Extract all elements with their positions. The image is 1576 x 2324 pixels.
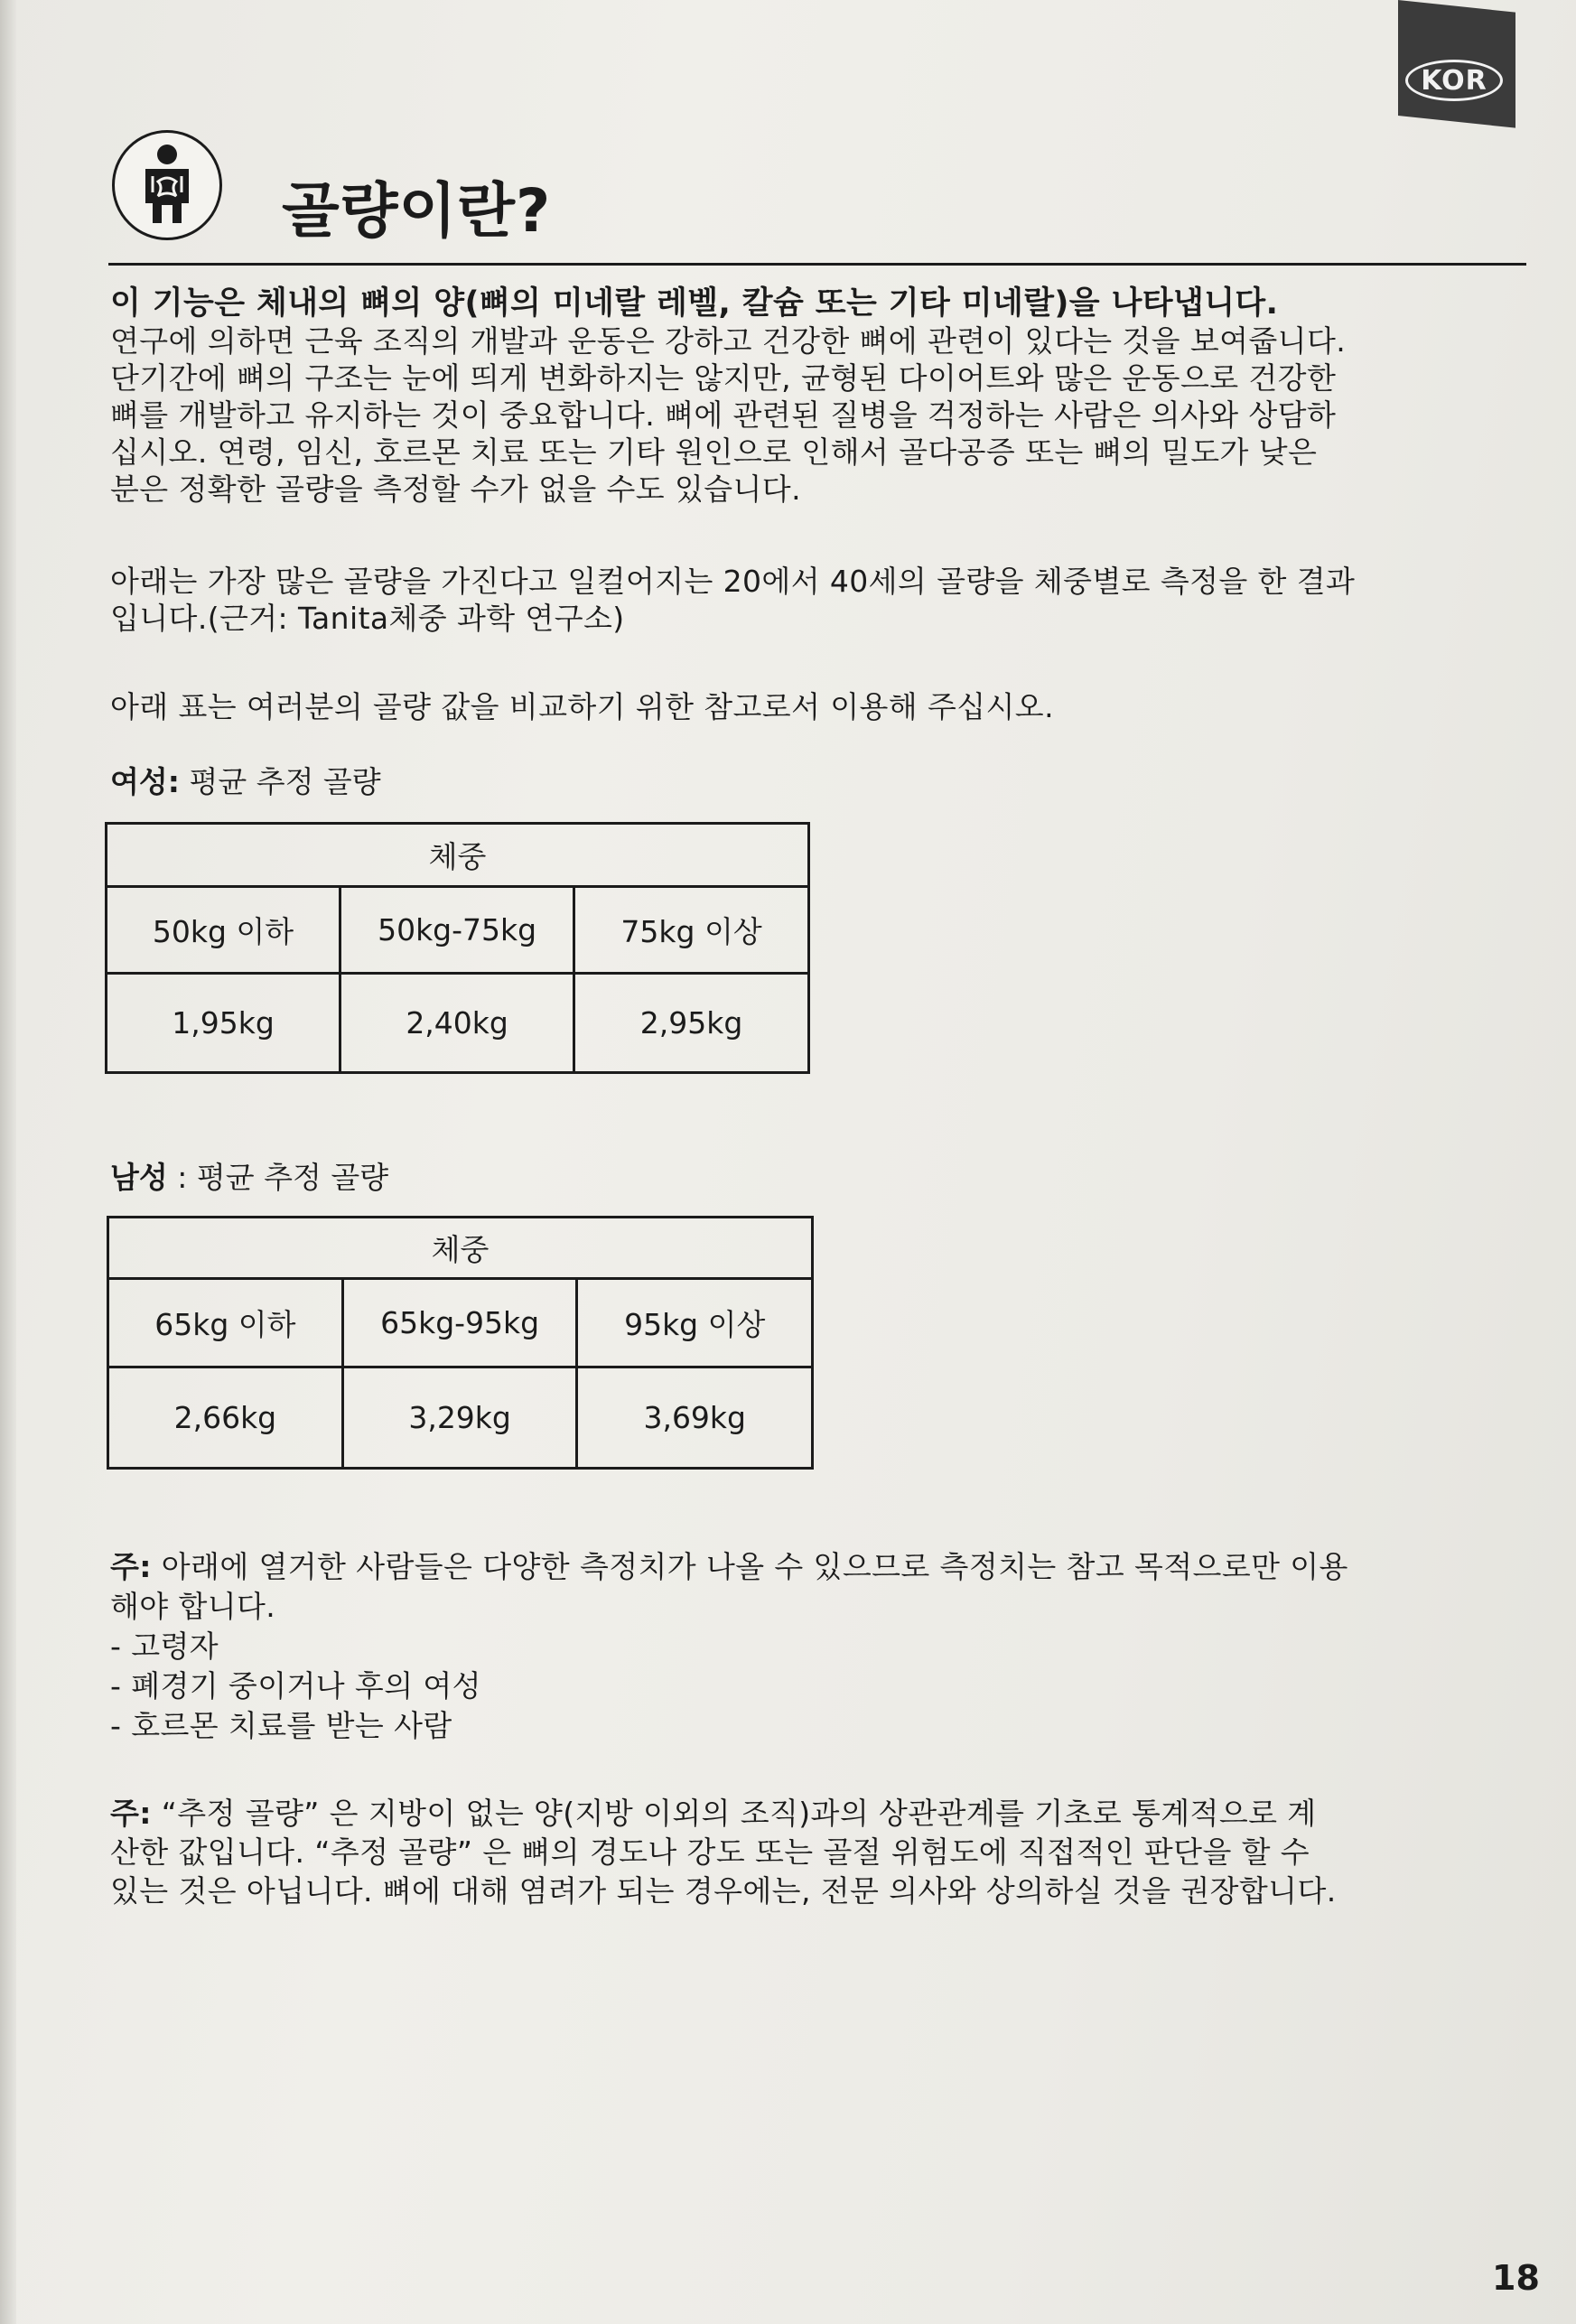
female-weight-range: 50kg-75kg <box>340 887 574 974</box>
note-line: 있는 것은 아닙니다. 뼈에 대해 염려가 되는 경우에는, 전문 의사와 상의하실 것을 권장합니다. <box>110 1873 1337 1909</box>
study-line: 아래는 가장 많은 골량을 가진다고 일컬어지는 20에서 40세의 골량을 체중별로 측정을 한 결과 <box>110 564 1356 599</box>
male-bone-value: 3,69kg <box>577 1367 813 1469</box>
page-title: 골량이란? <box>282 176 552 246</box>
note-line: 해야 합니다. <box>110 1589 276 1624</box>
male-weight-range: 95kg 이상 <box>577 1279 813 1367</box>
male-table-label <box>110 1154 388 1197</box>
female-bone-value: 2,40kg <box>340 974 574 1073</box>
note-line: 산한 값입니다. “추정 골량” 은 뼈의 경도나 강도 또는 골절 위험도에 직접적인 판단을 할 수 <box>110 1834 1310 1870</box>
female-label: 여성: <box>110 764 180 799</box>
note-estimate <box>110 1794 1526 1910</box>
female-bone-value: 2,95kg <box>574 974 809 1073</box>
female-caption: 평균 추정 골량 <box>179 764 381 799</box>
note-list-item: - 호르몬 치료를 받는 사람 <box>110 1708 452 1743</box>
intro-line: 뼈를 개발하고 유지하는 것이 중요합니다. 뼈에 관련된 질병을 걱정하는 사람은 의사와 상담하 <box>110 397 1337 433</box>
intro-line: 분은 정확한 골량을 측정할 수가 없을 수도 있습니다. <box>110 471 801 507</box>
bone-body-icon-graphic <box>115 133 219 238</box>
note-line: 아래에 열거한 사람들은 다양한 측정치가 나올 수 있으므로 측정치는 참고 목적으로만 이용 <box>151 1549 1348 1584</box>
intro-paragraph <box>110 285 1526 508</box>
language-badge: KOR <box>1405 60 1503 101</box>
female-table-label <box>110 759 381 801</box>
male-table-header: 체중 <box>108 1218 813 1279</box>
intro-line: 연구에 의하면 근육 조직의 개발과 운동은 강하고 건강한 뼈에 관련이 있다는 것을 보여줍니다. <box>110 323 1347 359</box>
study-paragraph <box>110 563 1526 637</box>
bone-body-icon <box>112 130 222 240</box>
female-bone-value: 1,95kg <box>107 974 340 1073</box>
male-weight-range: 65kg-95kg <box>342 1279 577 1367</box>
male-bone-value: 2,66kg <box>108 1367 343 1469</box>
note-measurement <box>110 1547 1526 1746</box>
male-bone-value: 3,29kg <box>342 1367 577 1469</box>
note-list-item: - 폐경기 중이거나 후의 여성 <box>110 1668 481 1703</box>
note-line: “추정 골량” 은 지방이 없는 양(지방 이외의 조직)과의 상관관계를 기초로 통계적으로 계 <box>151 1796 1317 1831</box>
reference-note-text: 아래 표는 여러분의 골량 값을 비교하기 위한 참고로서 이용해 주십시오. <box>110 689 1054 724</box>
page-binding-edge <box>0 0 16 2324</box>
male-weight-range: 65kg 이하 <box>108 1279 343 1367</box>
title-divider <box>108 263 1526 266</box>
female-bone-table <box>105 822 810 1074</box>
note-label: 주: <box>110 1796 152 1831</box>
male-caption: : 평균 추정 골량 <box>167 1160 389 1195</box>
female-weight-range: 50kg 이하 <box>107 887 340 974</box>
note-label: 주: <box>110 1549 152 1584</box>
page-number: 18 <box>1492 2258 1540 2298</box>
male-bone-table <box>107 1216 814 1470</box>
intro-lead: 이 기능은 체내의 뼈의 양(뼈의 미네랄 레벨, 칼슘 또는 기타 미네랄)을 나타냅니다. <box>110 285 1279 322</box>
female-table-header: 체중 <box>107 824 809 887</box>
note-list-item: - 고령자 <box>110 1629 219 1664</box>
intro-line: 십시오. 연령, 임신, 호르몬 치료 또는 기타 원인으로 인해서 골다공증 또는 뼈의 밀도가 낮은 <box>110 434 1318 470</box>
reference-note <box>110 688 1526 725</box>
female-weight-range: 75kg 이상 <box>574 887 809 974</box>
male-label: 남성 <box>110 1160 168 1195</box>
study-line: 입니다.(근거: Tanita체중 과학 연구소) <box>110 601 625 636</box>
intro-line: 단기간에 뼈의 구조는 눈에 띄게 변화하지는 않지만, 균형된 다이어트와 많은 운동으로 건강한 <box>110 360 1337 396</box>
